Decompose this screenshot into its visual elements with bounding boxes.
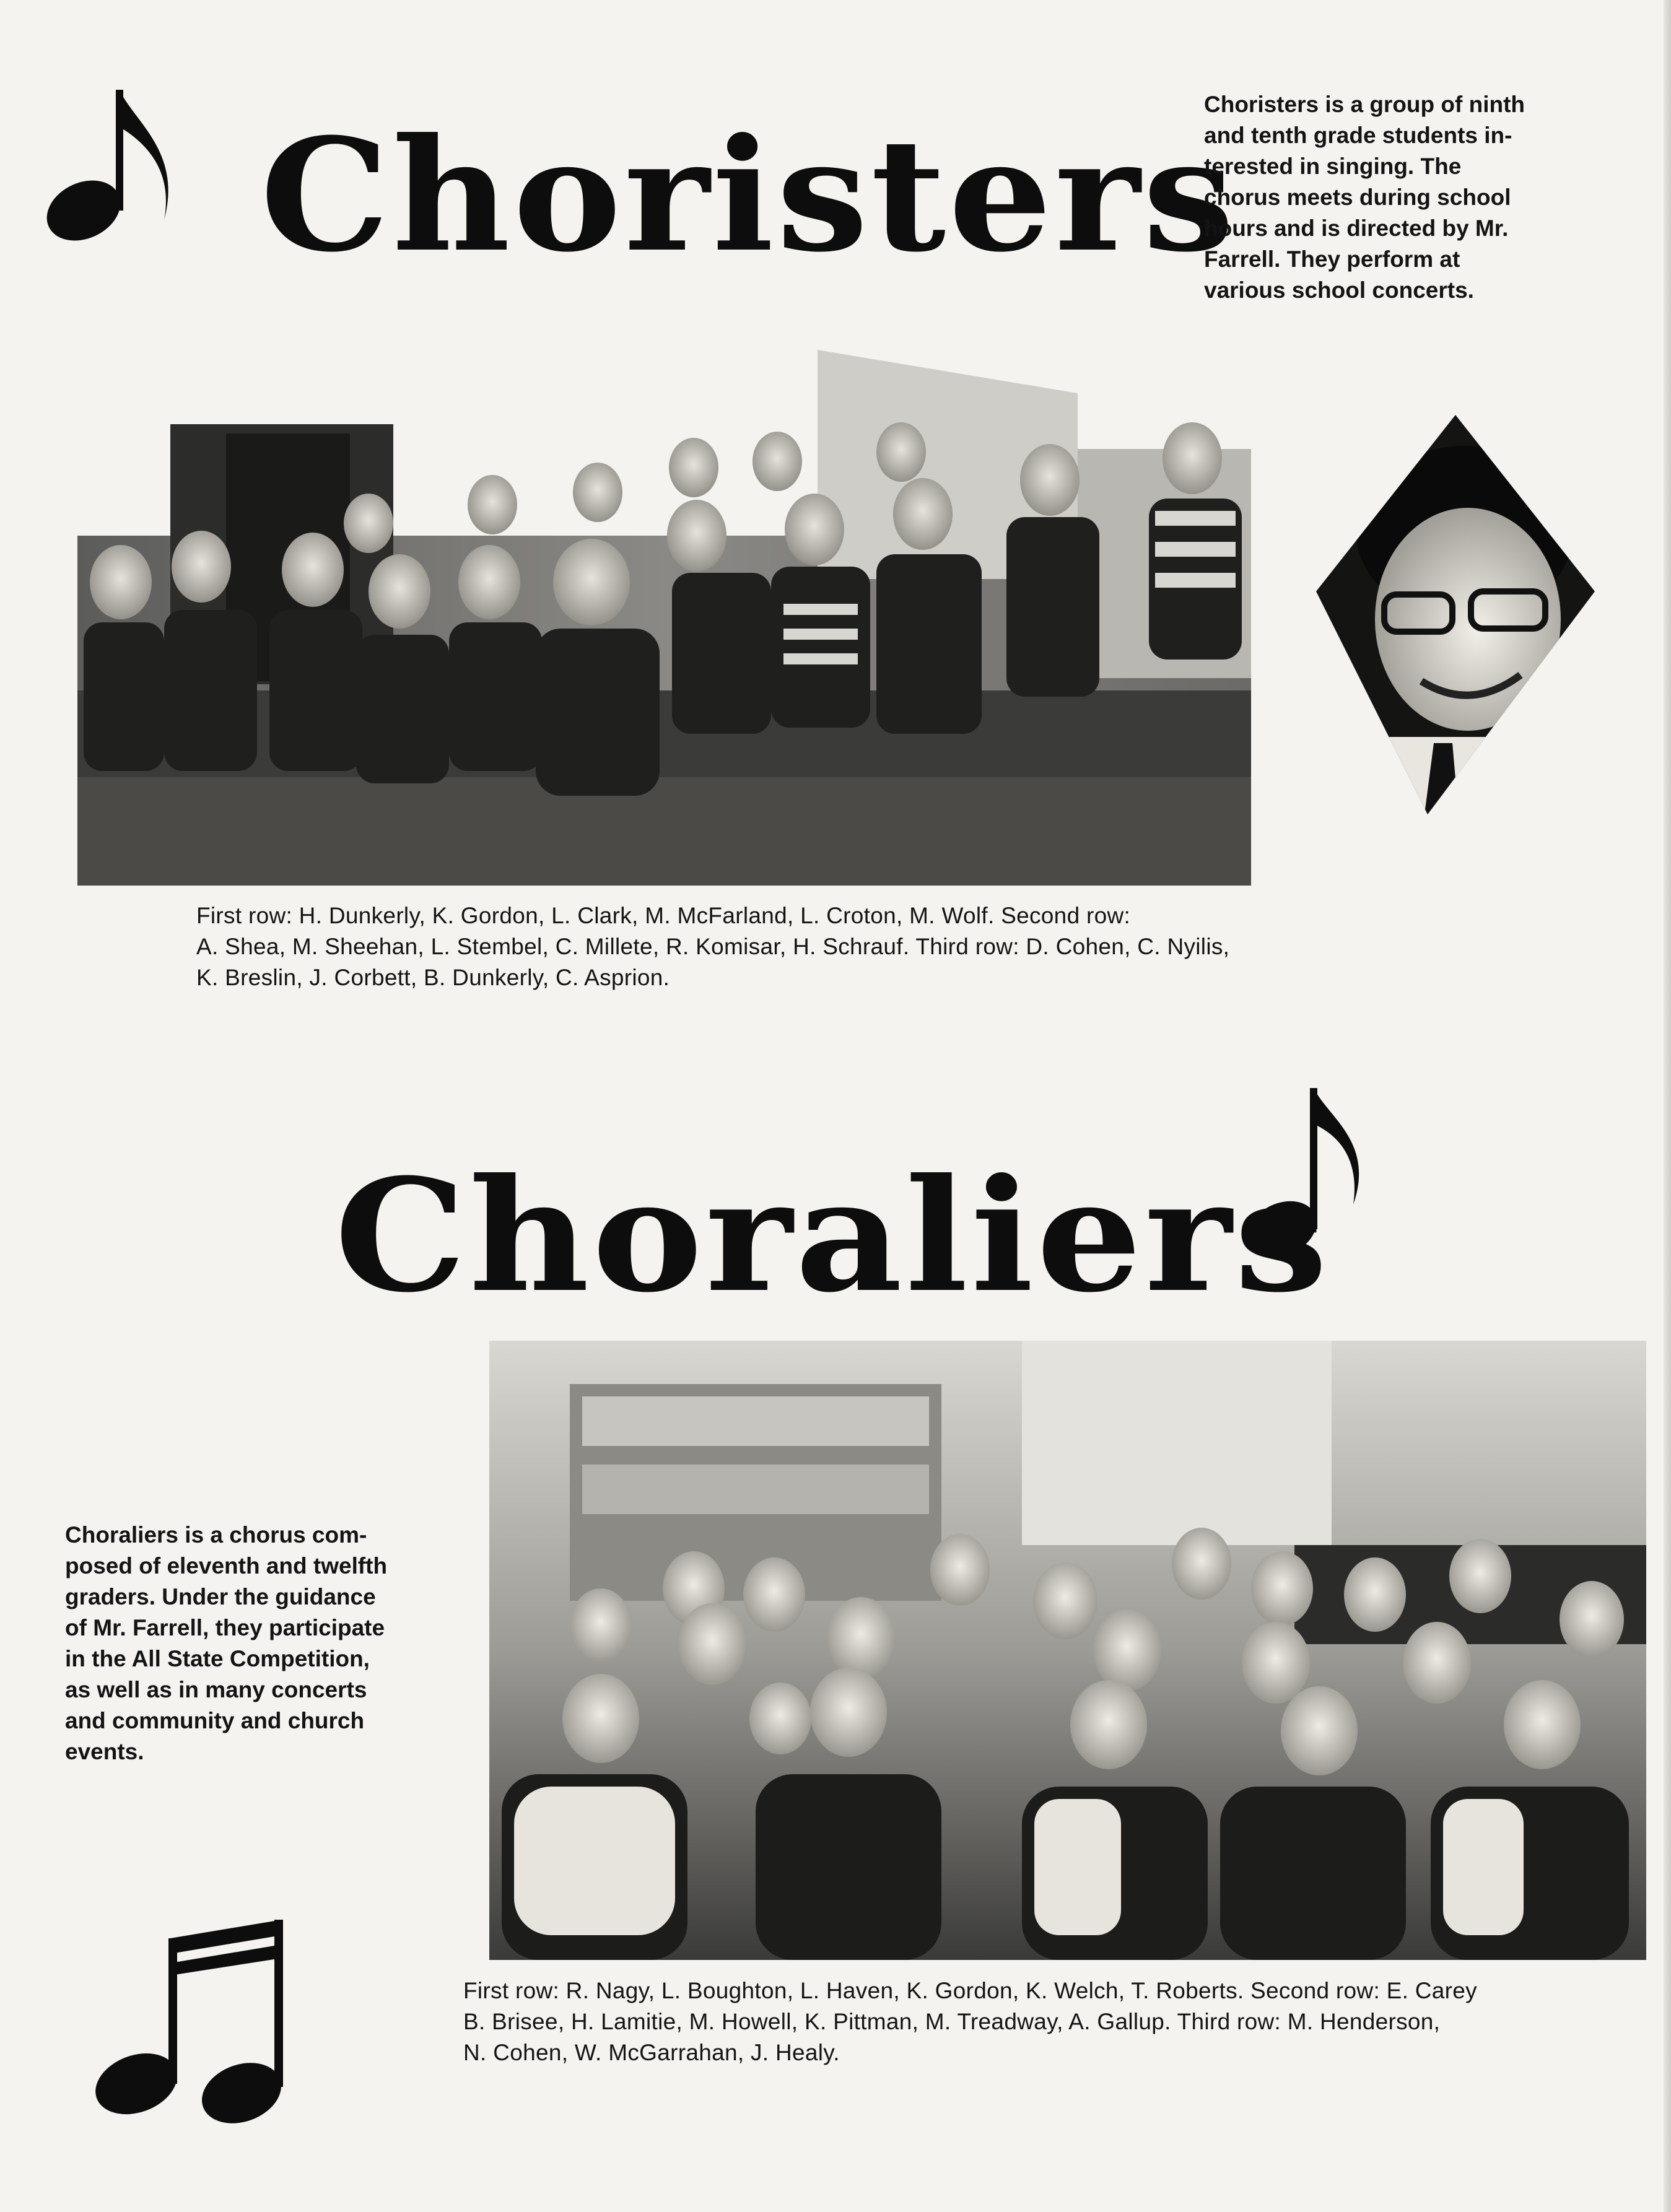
caption-line: A. Shea, M. Sheehan, L. Stembel, C. Millete, R. Komisar, H. Schrauf. Third row: D. Cohen, C. Nyilis, <box>196 934 1230 959</box>
eighth-note-icon <box>40 84 189 245</box>
caption-line: N. Cohen, W. McGarrahan, J. Healy. <box>463 2040 840 2065</box>
caption-line: B. Brisee, H. Lamitie, M. Howell, K. Pittman, M. Treadway, A. Gallup. Third row: M. Henderson, <box>463 2009 1441 2034</box>
caption-line: First row: R. Nagy, L. Boughton, L. Haven, K. Gordon, K. Welch, T. Roberts. Second row: E. Carey <box>463 1978 1477 2003</box>
beamed-sixteenth-notes-icon <box>87 1914 291 2136</box>
choristers-title: Choristers <box>260 104 1237 286</box>
director-portrait <box>1316 415 1595 814</box>
caption-line: K. Breslin, J. Corbett, B. Dunkerly, C. Asprion. <box>196 965 670 990</box>
choristers-description: Choristers is a group of ninth and tenth grade students in- terested in singing. The chorus meets during school hours and is directed by Mr. Farrell. They perform at various school concerts. <box>1204 92 1525 303</box>
choraliers-title: Choraliers <box>334 1144 1330 1326</box>
choristers-group-photo <box>77 344 1251 886</box>
choraliers-group-photo <box>489 1341 1646 1960</box>
page-edge <box>1664 0 1671 2212</box>
choraliers-description: Choraliers is a chorus com- posed of eleventh and twelfth graders. Under the guidance of Mr. Farrell, they participate in the All State Competition, as well as in many concerts and community and church events. <box>65 1522 388 1764</box>
caption-line: First row: H. Dunkerly, K. Gordon, L. Clark, M. McFarland, L. Croton, M. Wolf. Second row: <box>196 903 1131 928</box>
choraliers-caption <box>463 1975 1477 2068</box>
choristers-caption <box>196 900 1229 993</box>
